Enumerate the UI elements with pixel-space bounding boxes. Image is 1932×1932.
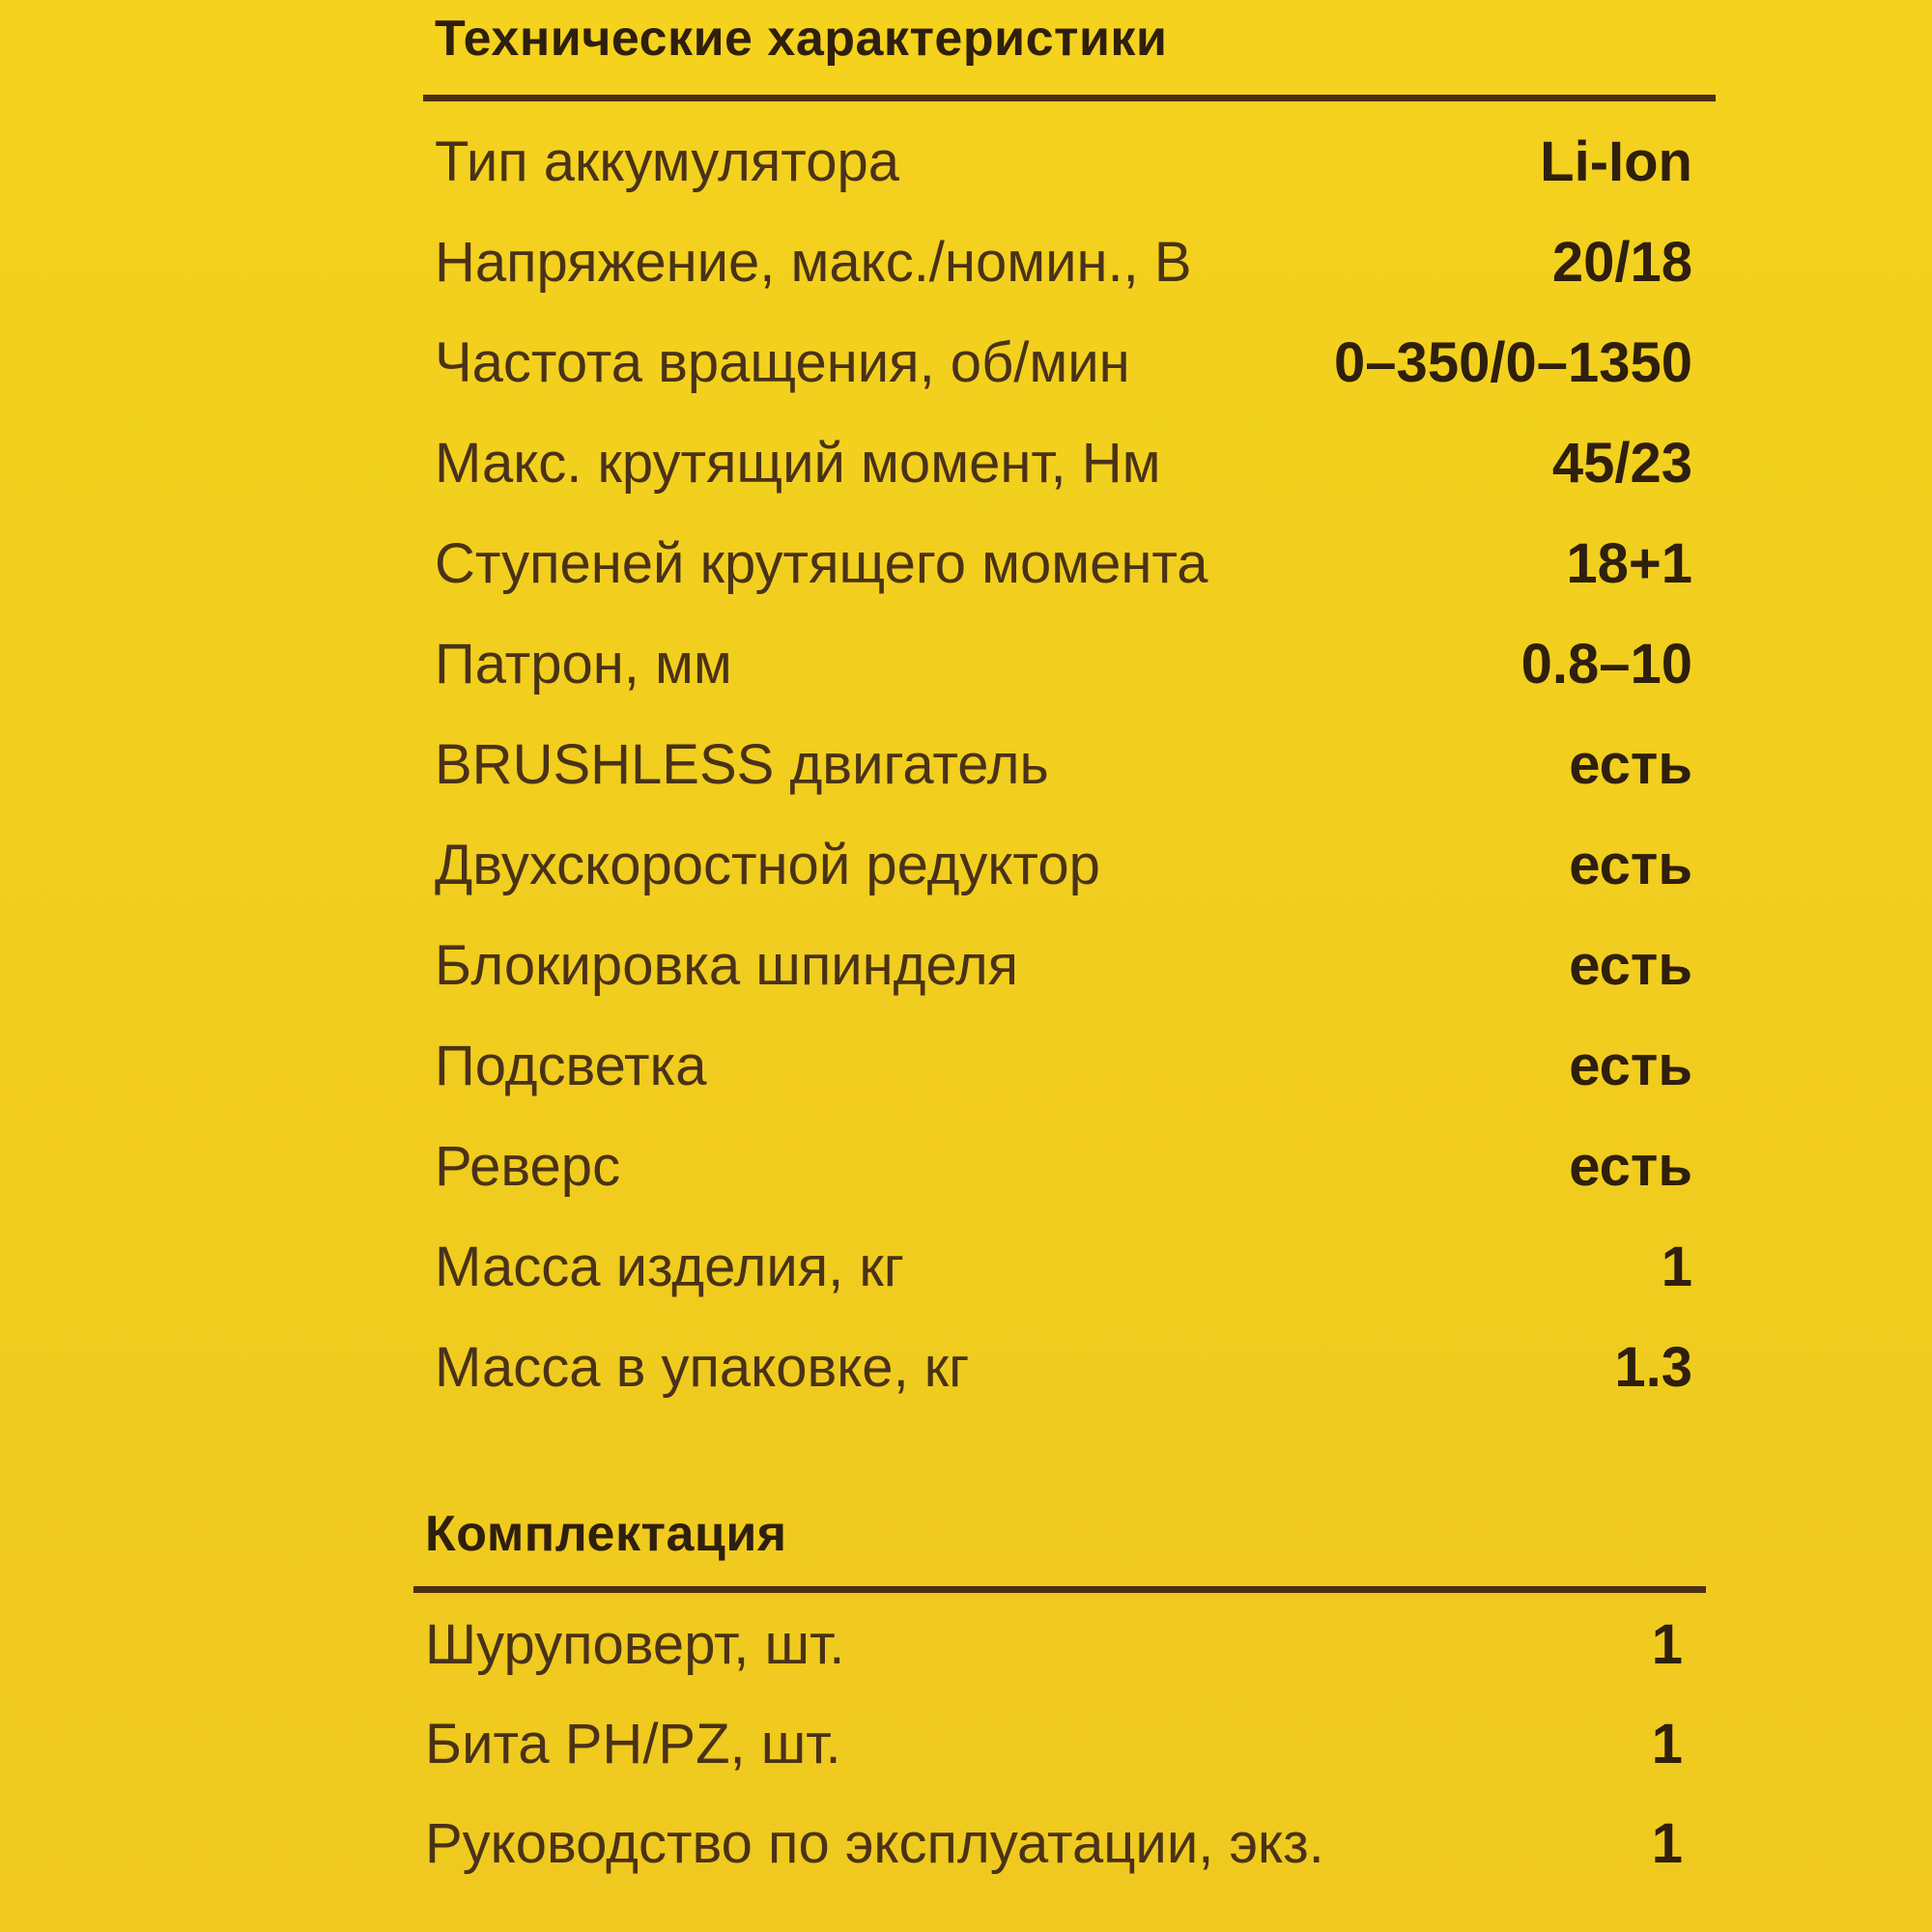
kit-row-screwdriver xyxy=(425,1595,1700,1694)
spec-label: Подсветка xyxy=(435,1034,707,1097)
spec-value: Li-Ion xyxy=(1540,129,1692,193)
specifications-divider xyxy=(423,95,1716,101)
spec-label: Макс. крутящий момент, Нм xyxy=(435,431,1161,495)
spec-value: 1 xyxy=(1661,1235,1692,1298)
spec-value: 20/18 xyxy=(1551,230,1692,294)
spec-row-torque-steps xyxy=(435,513,1710,613)
kit-label: Руководство по эксплуатации, экз. xyxy=(425,1812,1324,1875)
spec-label: Масса в упаковке, кг xyxy=(435,1335,970,1399)
spec-label: Тип аккумулятора xyxy=(435,129,899,193)
spec-row-packaged-weight xyxy=(435,1317,1710,1417)
package-contents-divider xyxy=(413,1586,1706,1593)
spec-row-light xyxy=(435,1015,1710,1116)
kit-value: 1 xyxy=(1651,1613,1683,1676)
kit-label: Шуруповерт, шт. xyxy=(425,1613,845,1676)
spec-row-reverse xyxy=(435,1116,1710,1216)
technical-specifications-title: Технические характеристики xyxy=(435,11,1168,67)
spec-label: Двухскоростной редуктор xyxy=(435,833,1100,896)
spec-row-chuck xyxy=(435,613,1710,714)
spec-label: BRUSHLESS двигатель xyxy=(435,732,1049,796)
spec-label: Напряжение, макс./номин., В xyxy=(435,230,1192,294)
kit-value: 1 xyxy=(1651,1812,1683,1875)
spec-value: 0.8–10 xyxy=(1520,632,1692,696)
spec-value: 0–350/0–1350 xyxy=(1334,330,1692,394)
spec-label: Патрон, мм xyxy=(435,632,732,696)
spec-label: Ступеней крутящего момента xyxy=(435,531,1208,595)
spec-row-product-weight xyxy=(435,1216,1710,1317)
spec-value: есть xyxy=(1569,833,1692,896)
spec-row-voltage xyxy=(435,212,1710,312)
spec-row-spindle-lock xyxy=(435,915,1710,1015)
spec-label: Реверс xyxy=(435,1134,621,1198)
spec-row-battery-type xyxy=(435,111,1710,212)
spec-value: есть xyxy=(1569,1034,1692,1097)
spec-value: есть xyxy=(1569,732,1692,796)
spec-row-rotation-speed xyxy=(435,312,1710,412)
spec-value: 1.3 xyxy=(1614,1335,1692,1399)
spec-label: Частота вращения, об/мин xyxy=(435,330,1130,394)
kit-label: Бита PH/PZ, шт. xyxy=(425,1713,841,1776)
spec-row-two-speed-gearbox xyxy=(435,814,1710,915)
spec-row-brushless-motor xyxy=(435,714,1710,814)
kit-row-bit xyxy=(425,1694,1700,1794)
kit-row-manual xyxy=(425,1794,1700,1893)
spec-row-max-torque xyxy=(435,412,1710,513)
spec-value: есть xyxy=(1569,933,1692,997)
spec-label: Масса изделия, кг xyxy=(435,1235,904,1298)
spec-value: есть xyxy=(1569,1134,1692,1198)
spec-value: 45/23 xyxy=(1551,431,1692,495)
package-contents-title: Комплектация xyxy=(425,1506,787,1562)
technical-specifications-section xyxy=(435,10,1710,1417)
package-contents-section xyxy=(425,1505,1700,1893)
spec-label: Блокировка шпинделя xyxy=(435,933,1019,997)
kit-value: 1 xyxy=(1651,1713,1683,1776)
spec-value: 18+1 xyxy=(1566,531,1692,595)
